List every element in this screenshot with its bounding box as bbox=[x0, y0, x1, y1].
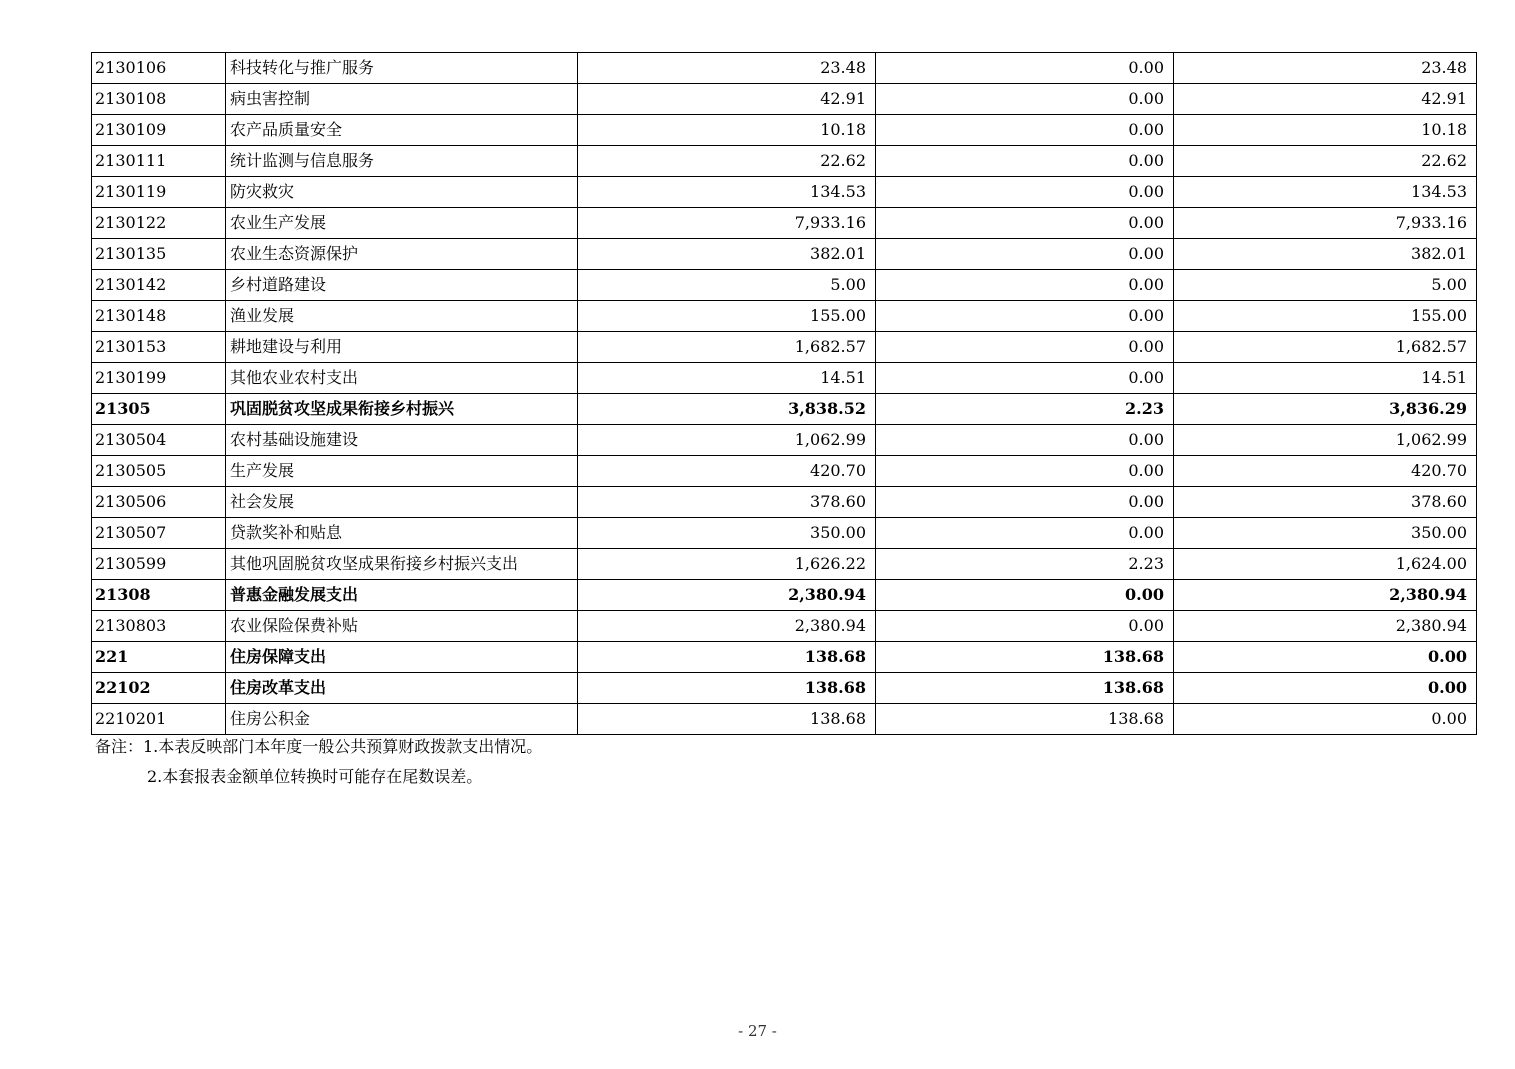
total-amount-cell: 134.53 bbox=[578, 177, 876, 208]
account-code-cell: 2130111 bbox=[92, 146, 226, 177]
basic-expenditure-cell: 138.68 bbox=[876, 642, 1174, 673]
account-code-cell: 2130504 bbox=[92, 425, 226, 456]
project-expenditure-cell: 0.00 bbox=[1174, 642, 1477, 673]
account-code-cell: 21305 bbox=[92, 394, 226, 425]
project-expenditure-cell: 1,062.99 bbox=[1174, 425, 1477, 456]
table-row bbox=[92, 704, 1477, 735]
total-amount-cell: 2,380.94 bbox=[578, 611, 876, 642]
account-code-cell: 2130199 bbox=[92, 363, 226, 394]
account-code-cell: 2210201 bbox=[92, 704, 226, 735]
table-row bbox=[92, 146, 1477, 177]
account-name-cell: 防灾救灾 bbox=[226, 177, 578, 208]
account-name-cell: 科技转化与推广服务 bbox=[226, 53, 578, 84]
project-expenditure-cell: 3,836.29 bbox=[1174, 394, 1477, 425]
total-amount-cell: 10.18 bbox=[578, 115, 876, 146]
basic-expenditure-cell: 0.00 bbox=[876, 208, 1174, 239]
account-name-cell: 统计监测与信息服务 bbox=[226, 146, 578, 177]
page-number: - 27 - bbox=[738, 1022, 777, 1040]
basic-expenditure-cell: 0.00 bbox=[876, 611, 1174, 642]
account-name-cell: 住房保障支出 bbox=[226, 642, 578, 673]
basic-expenditure-cell: 138.68 bbox=[876, 704, 1174, 735]
table-row bbox=[92, 239, 1477, 270]
account-code-cell: 2130135 bbox=[92, 239, 226, 270]
project-expenditure-cell: 2,380.94 bbox=[1174, 611, 1477, 642]
table-row bbox=[92, 270, 1477, 301]
account-code-cell: 22102 bbox=[92, 673, 226, 704]
account-code-cell: 2130153 bbox=[92, 332, 226, 363]
project-expenditure-cell: 420.70 bbox=[1174, 456, 1477, 487]
total-amount-cell: 7,933.16 bbox=[578, 208, 876, 239]
account-name-cell: 社会发展 bbox=[226, 487, 578, 518]
project-expenditure-cell: 2,380.94 bbox=[1174, 580, 1477, 611]
account-name-cell: 耕地建设与利用 bbox=[226, 332, 578, 363]
table-row bbox=[92, 456, 1477, 487]
basic-expenditure-cell: 0.00 bbox=[876, 425, 1174, 456]
account-code-cell: 2130109 bbox=[92, 115, 226, 146]
account-name-cell: 其他农业农村支出 bbox=[226, 363, 578, 394]
notes bbox=[95, 732, 542, 792]
account-name-cell: 住房改革支出 bbox=[226, 673, 578, 704]
account-name-cell: 病虫害控制 bbox=[226, 84, 578, 115]
account-code-cell: 2130122 bbox=[92, 208, 226, 239]
total-amount-cell: 14.51 bbox=[578, 363, 876, 394]
account-name-cell: 贷款奖补和贴息 bbox=[226, 518, 578, 549]
account-code-cell: 2130108 bbox=[92, 84, 226, 115]
total-amount-cell: 378.60 bbox=[578, 487, 876, 518]
basic-expenditure-cell: 0.00 bbox=[876, 177, 1174, 208]
project-expenditure-cell: 23.48 bbox=[1174, 53, 1477, 84]
total-amount-cell: 138.68 bbox=[578, 642, 876, 673]
project-expenditure-cell: 350.00 bbox=[1174, 518, 1477, 549]
table-row bbox=[92, 580, 1477, 611]
account-code-cell: 2130599 bbox=[92, 549, 226, 580]
project-expenditure-cell: 7,933.16 bbox=[1174, 208, 1477, 239]
total-amount-cell: 155.00 bbox=[578, 301, 876, 332]
account-code-cell: 2130505 bbox=[92, 456, 226, 487]
basic-expenditure-cell: 0.00 bbox=[876, 53, 1174, 84]
table-row bbox=[92, 177, 1477, 208]
account-code-cell: 2130148 bbox=[92, 301, 226, 332]
basic-expenditure-cell: 0.00 bbox=[876, 115, 1174, 146]
project-expenditure-cell: 1,624.00 bbox=[1174, 549, 1477, 580]
account-code-cell: 2130506 bbox=[92, 487, 226, 518]
basic-expenditure-cell: 2.23 bbox=[876, 394, 1174, 425]
table-row bbox=[92, 208, 1477, 239]
account-name-cell: 农业保险保费补贴 bbox=[226, 611, 578, 642]
total-amount-cell: 350.00 bbox=[578, 518, 876, 549]
project-expenditure-cell: 22.62 bbox=[1174, 146, 1477, 177]
project-expenditure-cell: 42.91 bbox=[1174, 84, 1477, 115]
account-name-cell: 农业生态资源保护 bbox=[226, 239, 578, 270]
account-name-cell: 其他巩固脱贫攻坚成果衔接乡村振兴支出 bbox=[226, 549, 578, 580]
total-amount-cell: 23.48 bbox=[578, 53, 876, 84]
total-amount-cell: 1,626.22 bbox=[578, 549, 876, 580]
table-row bbox=[92, 518, 1477, 549]
table-row bbox=[92, 332, 1477, 363]
project-expenditure-cell: 382.01 bbox=[1174, 239, 1477, 270]
table-row bbox=[92, 425, 1477, 456]
account-name-cell: 生产发展 bbox=[226, 456, 578, 487]
note-line-2: 2.本套报表金额单位转换时可能存在尾数误差。 bbox=[147, 767, 483, 786]
total-amount-cell: 5.00 bbox=[578, 270, 876, 301]
budget-expenditure-table bbox=[91, 52, 1477, 735]
total-amount-cell: 1,062.99 bbox=[578, 425, 876, 456]
project-expenditure-cell: 1,682.57 bbox=[1174, 332, 1477, 363]
account-name-cell: 农产品质量安全 bbox=[226, 115, 578, 146]
table-body bbox=[92, 53, 1477, 735]
basic-expenditure-cell: 0.00 bbox=[876, 518, 1174, 549]
basic-expenditure-cell: 0.00 bbox=[876, 239, 1174, 270]
table-row bbox=[92, 363, 1477, 394]
project-expenditure-cell: 0.00 bbox=[1174, 704, 1477, 735]
table-row bbox=[92, 549, 1477, 580]
total-amount-cell: 138.68 bbox=[578, 704, 876, 735]
basic-expenditure-cell: 0.00 bbox=[876, 270, 1174, 301]
basic-expenditure-cell: 0.00 bbox=[876, 146, 1174, 177]
project-expenditure-cell: 378.60 bbox=[1174, 487, 1477, 518]
account-code-cell: 21308 bbox=[92, 580, 226, 611]
table-row bbox=[92, 673, 1477, 704]
basic-expenditure-cell: 0.00 bbox=[876, 301, 1174, 332]
basic-expenditure-cell: 138.68 bbox=[876, 673, 1174, 704]
account-code-cell: 2130803 bbox=[92, 611, 226, 642]
account-code-cell: 2130119 bbox=[92, 177, 226, 208]
account-code-cell: 2130507 bbox=[92, 518, 226, 549]
project-expenditure-cell: 5.00 bbox=[1174, 270, 1477, 301]
basic-expenditure-cell: 0.00 bbox=[876, 84, 1174, 115]
account-name-cell: 农业生产发展 bbox=[226, 208, 578, 239]
total-amount-cell: 420.70 bbox=[578, 456, 876, 487]
basic-expenditure-cell: 2.23 bbox=[876, 549, 1174, 580]
project-expenditure-cell: 155.00 bbox=[1174, 301, 1477, 332]
project-expenditure-cell: 14.51 bbox=[1174, 363, 1477, 394]
table-row bbox=[92, 53, 1477, 84]
table-row bbox=[92, 84, 1477, 115]
account-code-cell: 2130106 bbox=[92, 53, 226, 84]
basic-expenditure-cell: 0.00 bbox=[876, 580, 1174, 611]
project-expenditure-cell: 134.53 bbox=[1174, 177, 1477, 208]
account-code-cell: 2130142 bbox=[92, 270, 226, 301]
table-row bbox=[92, 487, 1477, 518]
total-amount-cell: 22.62 bbox=[578, 146, 876, 177]
basic-expenditure-cell: 0.00 bbox=[876, 487, 1174, 518]
table-row bbox=[92, 115, 1477, 146]
table-row bbox=[92, 611, 1477, 642]
table-row bbox=[92, 642, 1477, 673]
table-row bbox=[92, 394, 1477, 425]
account-name-cell: 普惠金融发展支出 bbox=[226, 580, 578, 611]
total-amount-cell: 42.91 bbox=[578, 84, 876, 115]
total-amount-cell: 3,838.52 bbox=[578, 394, 876, 425]
account-name-cell: 渔业发展 bbox=[226, 301, 578, 332]
total-amount-cell: 2,380.94 bbox=[578, 580, 876, 611]
basic-expenditure-cell: 0.00 bbox=[876, 456, 1174, 487]
basic-expenditure-cell: 0.00 bbox=[876, 332, 1174, 363]
account-code-cell: 221 bbox=[92, 642, 226, 673]
total-amount-cell: 138.68 bbox=[578, 673, 876, 704]
account-name-cell: 住房公积金 bbox=[226, 704, 578, 735]
table-row bbox=[92, 301, 1477, 332]
note-line-1: 备注：1.本表反映部门本年度一般公共预算财政拨款支出情况。 bbox=[95, 737, 543, 756]
total-amount-cell: 1,682.57 bbox=[578, 332, 876, 363]
total-amount-cell: 382.01 bbox=[578, 239, 876, 270]
account-name-cell: 乡村道路建设 bbox=[226, 270, 578, 301]
project-expenditure-cell: 0.00 bbox=[1174, 673, 1477, 704]
basic-expenditure-cell: 0.00 bbox=[876, 363, 1174, 394]
account-name-cell: 巩固脱贫攻坚成果衔接乡村振兴 bbox=[226, 394, 578, 425]
account-name-cell: 农村基础设施建设 bbox=[226, 425, 578, 456]
project-expenditure-cell: 10.18 bbox=[1174, 115, 1477, 146]
